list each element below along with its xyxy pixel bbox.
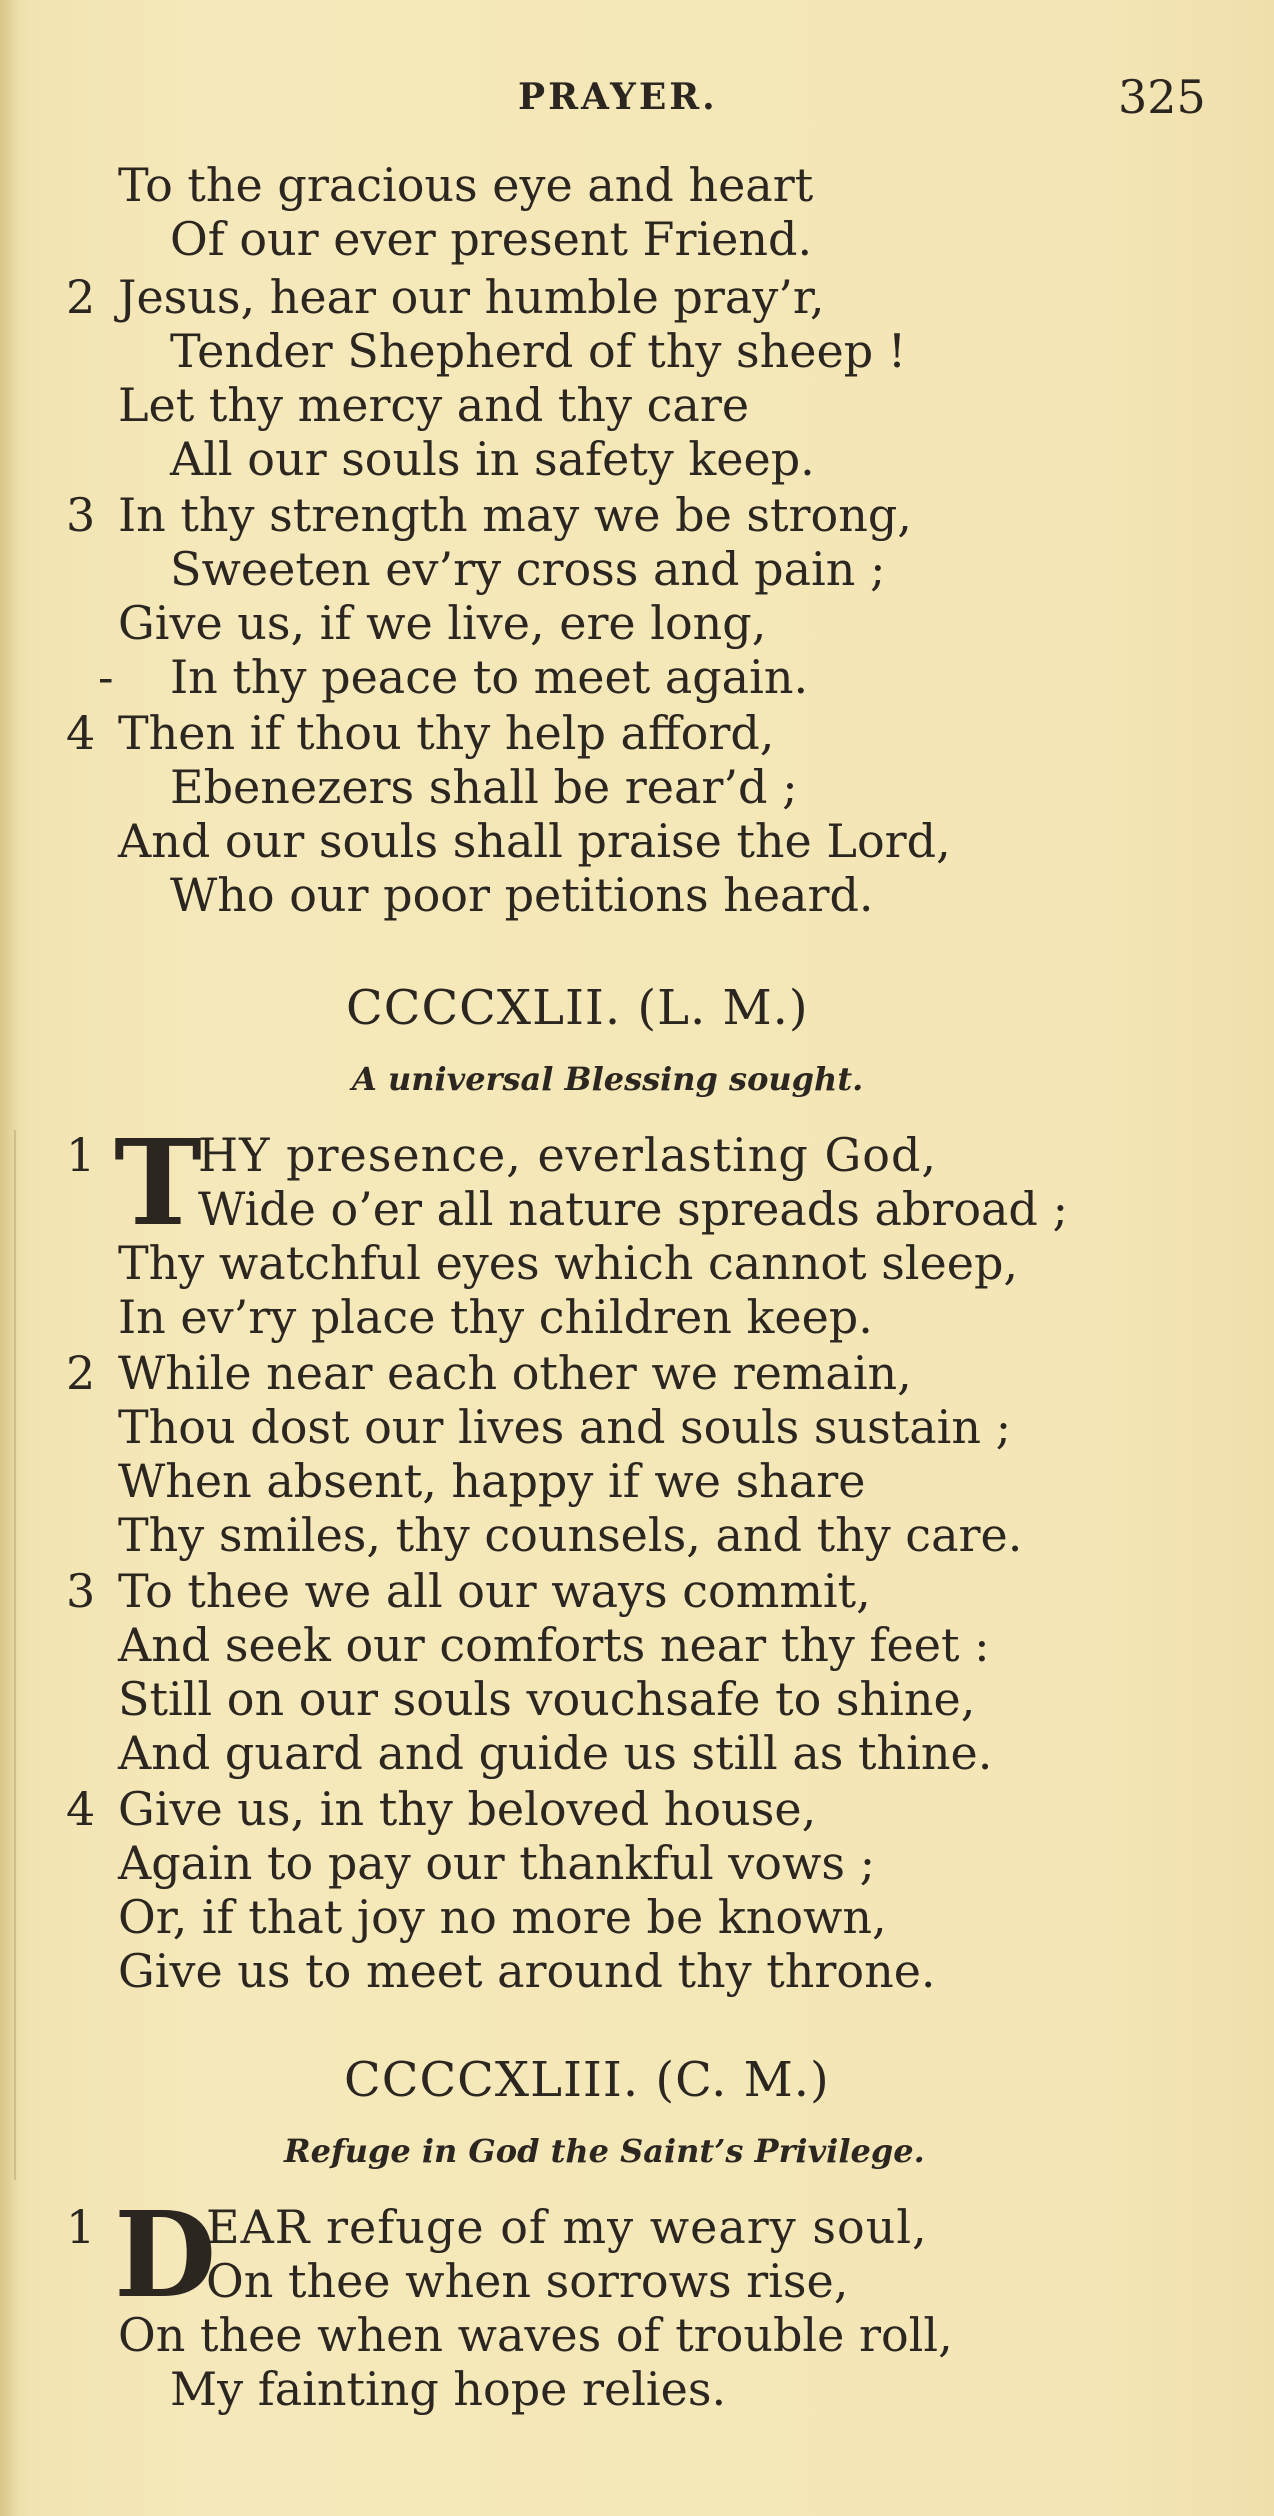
verse-line: Thy watchful eyes which cannot sleep,: [118, 1236, 1019, 1290]
drop-cap: D: [114, 2185, 217, 2324]
running-head: [0, 70, 1274, 130]
verse-line: Jesus, hear our humble pray’r,: [118, 270, 825, 324]
verse-line: All our souls in safety keep.: [170, 432, 815, 486]
verse-line: On thee when waves of trouble roll,: [118, 2308, 953, 2362]
drop-cap: T: [114, 1113, 202, 1252]
verse-line: Or, if that joy no more be known,: [118, 1890, 887, 1944]
page-number: 325: [1118, 70, 1206, 124]
verse-number: 3: [66, 1564, 96, 1618]
verse-line: To thee we all our ways commit,: [118, 1564, 871, 1618]
verse-line: HY presence, everlasting God,: [198, 1128, 938, 1182]
verse-line: In thy peace to meet again.: [170, 650, 809, 704]
verse-number: 3: [66, 488, 96, 542]
verse-number: 1: [66, 2200, 96, 2254]
verse-line: Of our ever present Friend.: [170, 212, 813, 266]
verse-line: Again to pay our thankful vows ;: [118, 1836, 876, 1890]
hymn-number: CCCCXLII. (L. M.): [346, 980, 809, 1036]
verse-number: 2: [66, 270, 96, 324]
verse-line: And guard and guide us still as thine.: [118, 1726, 993, 1780]
running-head-title: PRAYER.: [518, 76, 718, 118]
verse-line: Tender Shepherd of thy sheep !: [170, 324, 907, 378]
verse-line: Give us to meet around thy throne.: [118, 1944, 936, 1998]
verse-line: And seek our comforts near thy feet :: [118, 1618, 990, 1672]
verse-line: Who our poor petitions heard.: [170, 868, 874, 922]
hymn-subtitle: A universal Blessing sought.: [352, 1060, 864, 1098]
verse-number: 4: [66, 1782, 96, 1836]
verse-line: In thy strength may we be strong,: [118, 488, 912, 542]
verse-line: Thou dost our lives and souls sustain ;: [118, 1400, 1012, 1454]
verse-line: Sweeten ev’ry cross and pain ;: [170, 542, 886, 596]
hymn-number: CCCCXLIII. (C. M.): [344, 2052, 830, 2108]
verse-line: Still on our souls vouchsafe to shine,: [118, 1672, 976, 1726]
verse-line: EAR refuge of my weary soul,: [206, 2200, 928, 2254]
verse-number: 1: [66, 1128, 96, 1182]
verse-number: 2: [66, 1346, 96, 1400]
verse-line: In ev’ry place thy children keep.: [118, 1290, 873, 1344]
verse-line: My fainting hope relies.: [170, 2362, 727, 2416]
verse-line: While near each other we remain,: [118, 1346, 912, 1400]
stray-dash: -: [98, 650, 114, 704]
verse-line: When absent, happy if we share: [118, 1454, 866, 1508]
verse-line: Let thy mercy and thy care: [118, 378, 750, 432]
margin-rule: [14, 1130, 16, 2180]
verse-line: Give us, in thy beloved house,: [118, 1782, 817, 1836]
verse-line: On thee when sorrows rise,: [206, 2254, 849, 2308]
verse-number: 4: [66, 706, 96, 760]
verse-line: And our souls shall praise the Lord,: [118, 814, 951, 868]
verse-line: Give us, if we live, ere long,: [118, 596, 767, 650]
verse-line: Wide o’er all nature spreads abroad ;: [198, 1182, 1069, 1236]
verse-line: Thy smiles, thy counsels, and thy care.: [118, 1508, 1023, 1562]
verse-line: Then if thou thy help afford,: [118, 706, 775, 760]
verse-line: To the gracious eye and heart: [118, 158, 814, 212]
verse-line: Ebenezers shall be rear’d ;: [170, 760, 798, 814]
hymn-subtitle: Refuge in God the Saint’s Privilege.: [284, 2132, 925, 2170]
